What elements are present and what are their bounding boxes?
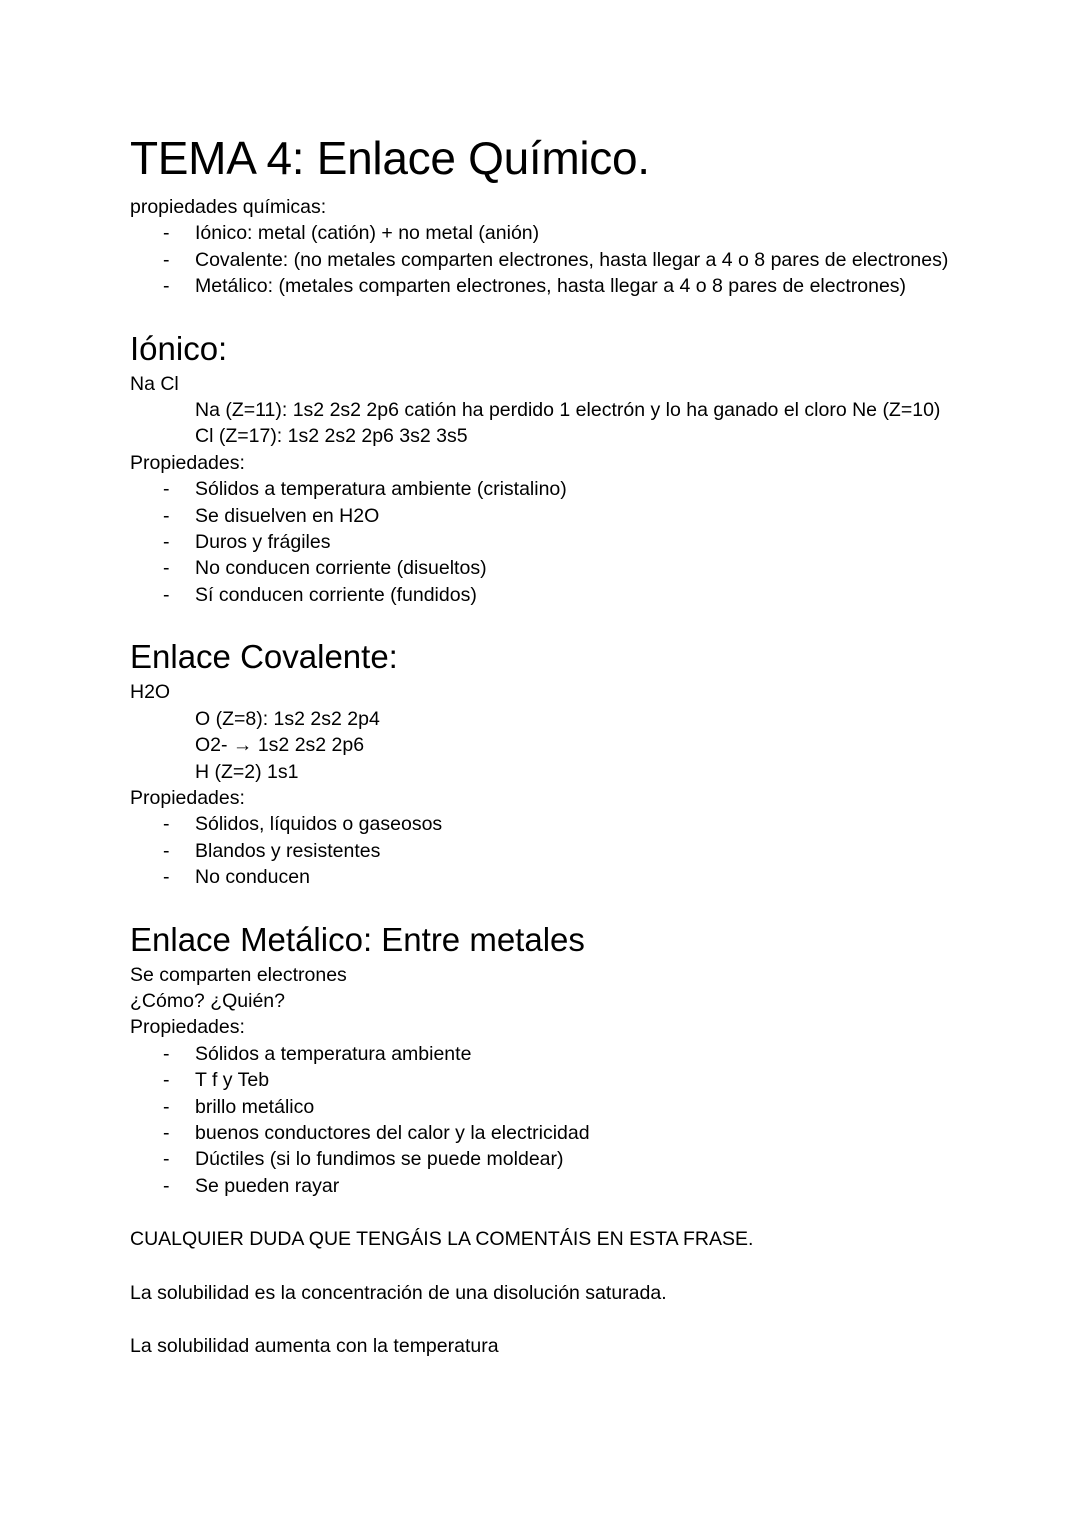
dash-bullet: - — [163, 813, 170, 836]
list-item: - No conducen corriente (disueltos) — [130, 555, 1010, 581]
covalente-props-list — [130, 811, 1010, 890]
list-item: - Blandos y resistentes — [130, 838, 1010, 864]
list-item: - Covalente: (no metales comparten electrones, hasta llegar a 4 o 8 pares de electrones) — [130, 247, 1010, 273]
spacer — [130, 1253, 1010, 1280]
document-page — [130, 128, 1010, 1359]
dash-bullet: - — [163, 1148, 170, 1171]
dash-bullet: - — [163, 1095, 170, 1118]
covalente-detail: O2- → 1s2 2s2 2p6 — [195, 734, 365, 757]
spacer — [130, 1306, 1010, 1333]
dash-bullet: - — [163, 1069, 170, 1092]
dash-bullet: - — [163, 1174, 170, 1197]
list-item: - Sólidos, líquidos o gaseosos — [130, 811, 1010, 837]
note-paragraph: La solubilidad es la concentración de una disolución saturada. — [130, 1281, 667, 1304]
dash-bullet: - — [163, 1121, 170, 1144]
list-item: - Sólidos a temperatura ambiente (cristalino) — [130, 476, 1010, 502]
covalente-detail: O (Z=8): 1s2 2s2 2p4 — [195, 707, 380, 730]
ionico-detail: Cl (Z=17): 1s2 2s2 2p6 3s2 3s5 — [195, 425, 468, 448]
metalico-props-list — [130, 1041, 1010, 1199]
section-heading-metalico: Enlace Metálico: Entre metales — [130, 920, 585, 958]
dash-bullet: - — [163, 478, 170, 501]
section-heading-ionico: Iónico: — [130, 329, 228, 367]
dash-bullet: - — [163, 1042, 170, 1065]
list-item: - Sí conducen corriente (fundidos) — [130, 582, 1010, 608]
dash-bullet: - — [163, 275, 170, 298]
list-item: - Se disuelven en H2O — [130, 503, 1010, 529]
section-heading-covalente: Enlace Covalente: — [130, 638, 398, 676]
metalico-props-label: Propiedades: — [130, 1016, 245, 1039]
covalente-detail: H (Z=2) 1s1 — [195, 760, 299, 783]
note-paragraph: La solubilidad aumenta con la temperatura — [130, 1335, 499, 1357]
ionico-detail: Na (Z=11): 1s2 2s2 2p6 catión ha perdido 1 electrón y lo ha ganado el cloro Ne (Z=10) — [195, 399, 941, 422]
dash-bullet: - — [163, 866, 170, 889]
list-item: - Dúctiles (si lo fundimos se puede moldear) — [130, 1146, 1010, 1172]
metalico-line: ¿Cómo? ¿Quién? — [130, 989, 285, 1012]
list-item: - Duros y frágiles — [130, 529, 1010, 555]
list-item: - brillo metálico — [130, 1094, 1010, 1120]
spacer — [130, 608, 1010, 635]
intro-list — [130, 220, 1010, 299]
dash-bullet: - — [163, 583, 170, 606]
dash-bullet: - — [163, 504, 170, 527]
note-paragraph: CUALQUIER DUDA QUE TENGÁIS LA COMENTÁIS EN ESTA FRASE. — [130, 1228, 754, 1251]
dash-bullet: - — [163, 531, 170, 554]
list-item: - Sólidos a temperatura ambiente — [130, 1041, 1010, 1067]
dash-bullet: - — [163, 839, 170, 862]
list-item: - buenos conductores del calor y la electricidad — [130, 1120, 1010, 1146]
list-item: - No conducen — [130, 864, 1010, 890]
spacer — [130, 1199, 1010, 1226]
list-item: - Metálico: (metales comparten electrones, hasta llegar a 4 o 8 pares de electrones) — [130, 273, 1010, 299]
covalente-props-label: Propiedades: — [130, 786, 245, 809]
metalico-line: Se comparten electrones — [130, 963, 347, 986]
covalente-example: H2O — [130, 681, 171, 704]
dash-bullet: - — [163, 557, 170, 580]
dash-bullet: - — [163, 248, 170, 271]
page-title: TEMA 4: Enlace Químico. — [130, 132, 650, 184]
dash-bullet: - — [163, 222, 170, 245]
spacer — [130, 300, 1010, 327]
ionico-props-label: Propiedades: — [130, 451, 245, 474]
spacer — [130, 891, 1010, 918]
intro-label: propiedades químicas: — [130, 196, 327, 218]
ionico-props-list — [130, 476, 1010, 608]
list-item: - Iónico: metal (catión) + no metal (anión) — [130, 220, 1010, 246]
list-item: - T f y Teb — [130, 1067, 1010, 1093]
ionico-example: Na Cl — [130, 372, 179, 395]
list-item: - Se pueden rayar — [130, 1173, 1010, 1199]
